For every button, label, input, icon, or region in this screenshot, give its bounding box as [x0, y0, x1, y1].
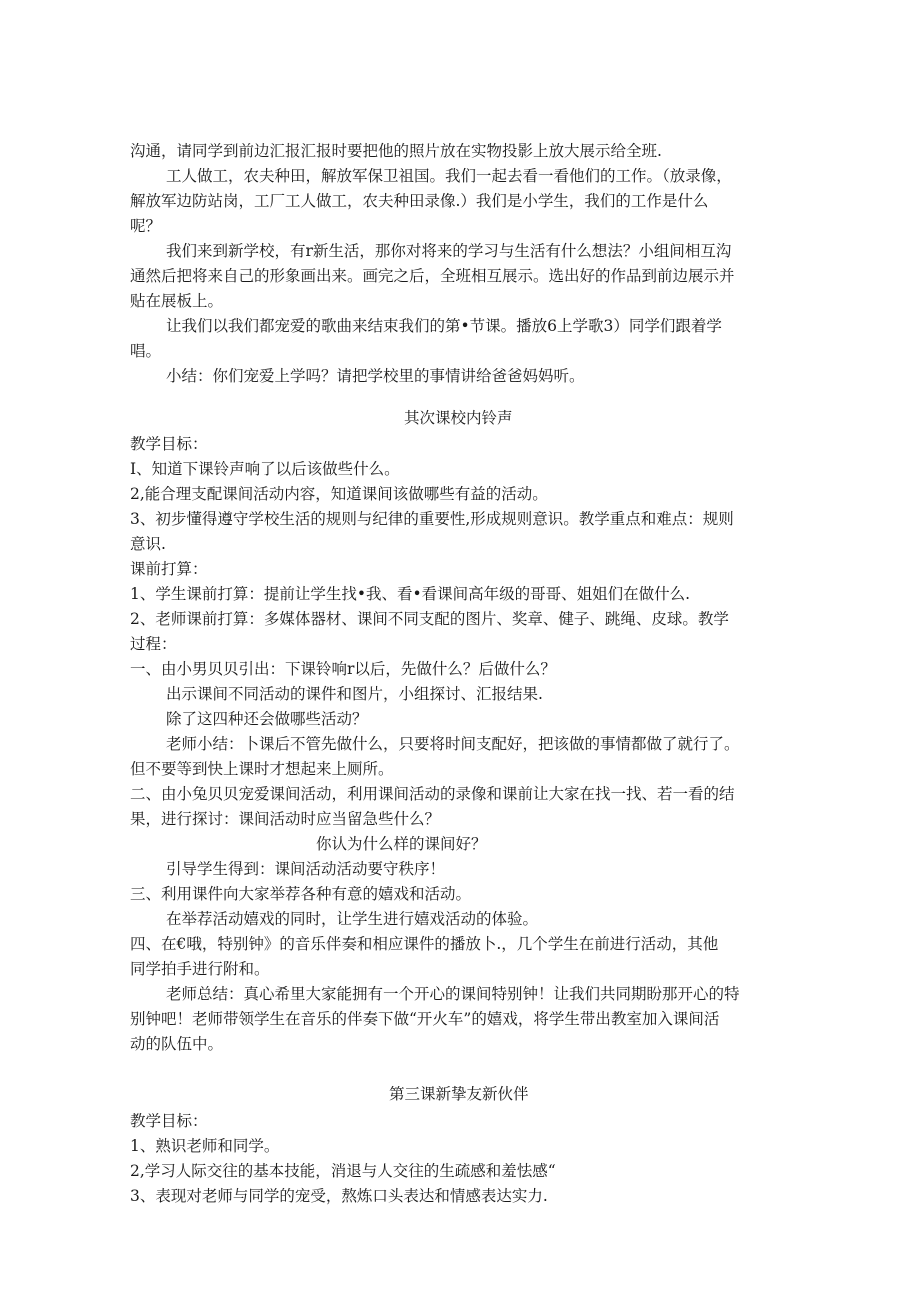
paragraph-line: 老师小结：卜课后不管先做什么，只要将时间支配好，把该做的事情都做了就行了。	[166, 735, 740, 753]
paragraph-line: 2,能合理支配课间活动内容，知道课间该做哪些有益的活动。	[130, 485, 548, 503]
paragraph-line: 3、表现对老师与同学的宠受，熬炼口头表达和情感表达实力.	[130, 1187, 548, 1205]
paragraph-line: 我们来到新学校，有r新生活，那你对将来的学习与生活有什么想法？小组间相互沟	[166, 242, 732, 260]
paragraph-line: 出示课间不同活动的课件和图片，小组探讨、汇报结果.	[166, 685, 543, 703]
paragraph-line: 2、老师课前打算：多媒体器材、课间不同支配的图片、奖章、健子、跳绳、皮球。教学	[130, 610, 729, 628]
paragraph-line: 教学目标：	[130, 1112, 208, 1130]
paragraph-line: 三、利用课件向大家举荐各种有意的嬉戏和活动。	[130, 885, 472, 903]
paragraph-line: 但不要等到快上课时才想起来上厕所。	[130, 760, 394, 778]
paragraph-line: 你认为什么样的课间好？	[316, 835, 487, 853]
paragraph-line: 1、熟识老师和同学。	[130, 1137, 280, 1155]
paragraph-line: 一、由小男贝贝引出：下课铃响r以后，先做什么？后做什么？	[130, 660, 556, 678]
paragraph-line: 工人做工，农夫种田，解放军保卫祖国。我们一起去看一看他们的工作。（放录像，	[166, 167, 732, 185]
paragraph-line: 呢？	[130, 217, 162, 235]
lesson-title: 其次课校内铃声	[404, 409, 513, 427]
paragraph-line: 别钟吧！老师带领学生在音乐的伴奏下做“开火车”的嬉戏，将学生带出教室加入课间活	[130, 1010, 720, 1028]
paragraph-line: 唱。	[130, 342, 162, 360]
paragraph-line: 老师总结：真心希里大家能拥有一个开心的课间特别钟！让我们共同期盼那开心的特	[166, 985, 740, 1003]
lesson-title: 第三课新挚友新伙伴	[389, 1085, 529, 1103]
paragraph-line: 课前打算：	[130, 560, 208, 578]
paragraph-line: 3、初步懂得遵守学校生活的规则与纪律的重要性,形成规则意识。教学重点和难点：规则	[130, 510, 734, 528]
paragraph-line: 除了这四种还会做哪些活动？	[166, 710, 368, 728]
paragraph-line: 通然后把将来自己的形象画出来。画完之后，全班相互展示。选出好的作品到前边展示并	[130, 267, 735, 285]
paragraph-line: 过程：	[130, 635, 177, 653]
paragraph-line: 二、由小兔贝贝宠爱课间活动，利用课间活动的录像和课前让大家在找一找、若一看的结	[130, 785, 735, 803]
paragraph-line: 同学拍手进行附和。	[130, 960, 270, 978]
paragraph-line: 果，进行探讨：课间活动时应当留急些什么？	[130, 810, 441, 828]
paragraph-line: 教学目标：	[130, 435, 208, 453]
paragraph-line: 意识.	[130, 535, 166, 553]
paragraph-line: 四、在€哦，特别钟》的音乐伴奏和相应课件的播放卜.，几个学生在前进行活动，其他	[130, 935, 719, 953]
paragraph-line: 沟通，请同学到前边汇报汇报时要把他的照片放在实物投影上放大展示给全班.	[130, 142, 662, 160]
paragraph-line: 引导学生得到：课间活动活动要守秩序！	[166, 860, 446, 878]
paragraph-line: 小结：你们宠爱上学吗？请把学校里的事情讲给爸爸妈妈听。	[166, 367, 585, 385]
paragraph-line: 2,学习人际交往的基本技能，消退与人交往的生疏感和羞怯感“	[130, 1162, 556, 1180]
paragraph-line: 让我们以我们都宠爱的歌曲来结束我们的第•节课。播放6上学歌3）同学们跟着学	[166, 317, 722, 335]
paragraph-line: 1、学生课前打算：提前让学生找•我、看•看课间高年级的哥哥、姐姐们在做什么.	[130, 585, 691, 603]
paragraph-line: 动的队伍中。	[130, 1035, 224, 1053]
paragraph-line: 贴在展板上。	[130, 292, 224, 310]
paragraph-line: I、知道下课铃声响了以后该做些什么。	[130, 460, 400, 478]
paragraph-line: 在举荐活动嬉戏的同时，让学生进行嬉戏活动的体验。	[166, 910, 539, 928]
paragraph-line: 解放军边防站岗，工厂工人做工，农夫种田录像.）我们是小学生，我们的工作是什么	[130, 192, 709, 210]
